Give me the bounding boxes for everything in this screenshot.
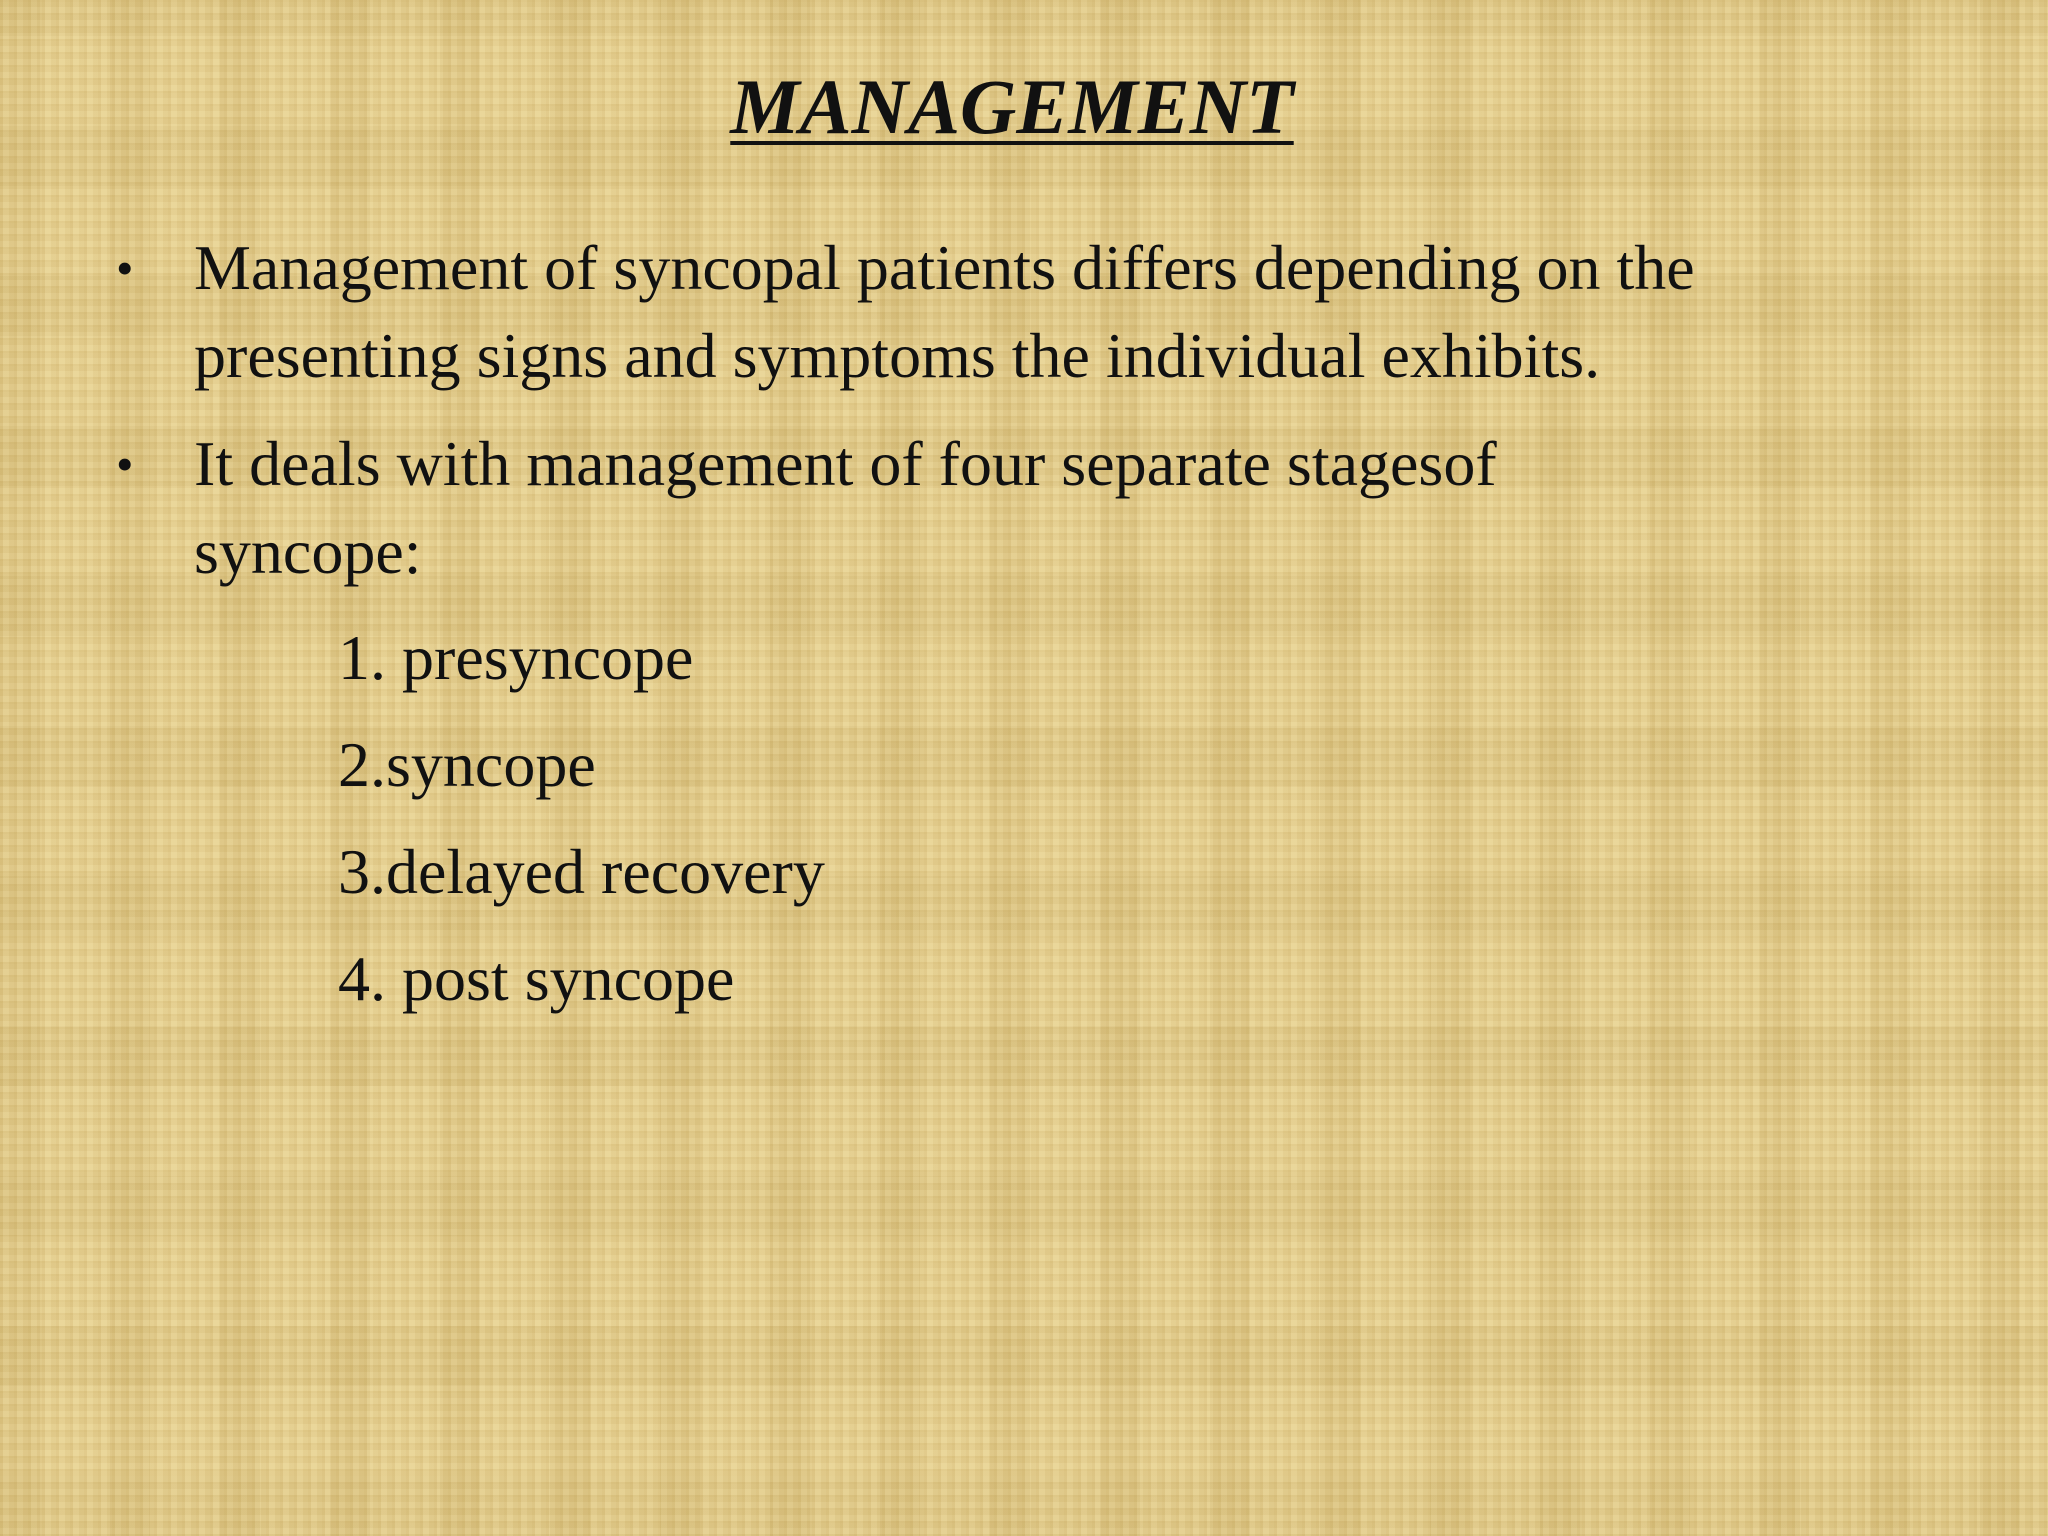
stage-item-syncope: 2.syncope — [338, 729, 596, 800]
stage-item-presyncope: 1. presyncope — [338, 622, 694, 693]
bullet-item-four-stages — [112, 420, 1992, 596]
bullet-marker: • — [116, 240, 134, 296]
bullet-marker: • — [116, 436, 134, 492]
bullet-text-line: Management of syncopal patients differs depending on the — [194, 232, 1695, 303]
stage-item-delayed-recovery: 3.delayed recovery — [338, 836, 825, 907]
stage-list — [338, 614, 825, 1042]
bullet-text-line: It deals with management of four separate stagesof — [194, 428, 1497, 499]
bullet-text-line: syncope: — [194, 516, 422, 587]
slide-title — [0, 62, 2024, 152]
bullet-text-line: presenting signs and symptoms the individual exhibits. — [194, 320, 1601, 391]
slide-title-text: MANAGEMENT — [730, 63, 1294, 150]
bullet-item-management-differs — [112, 224, 1992, 400]
bullet-list — [112, 224, 1992, 616]
stage-item-post-syncope: 4. post syncope — [338, 943, 735, 1014]
